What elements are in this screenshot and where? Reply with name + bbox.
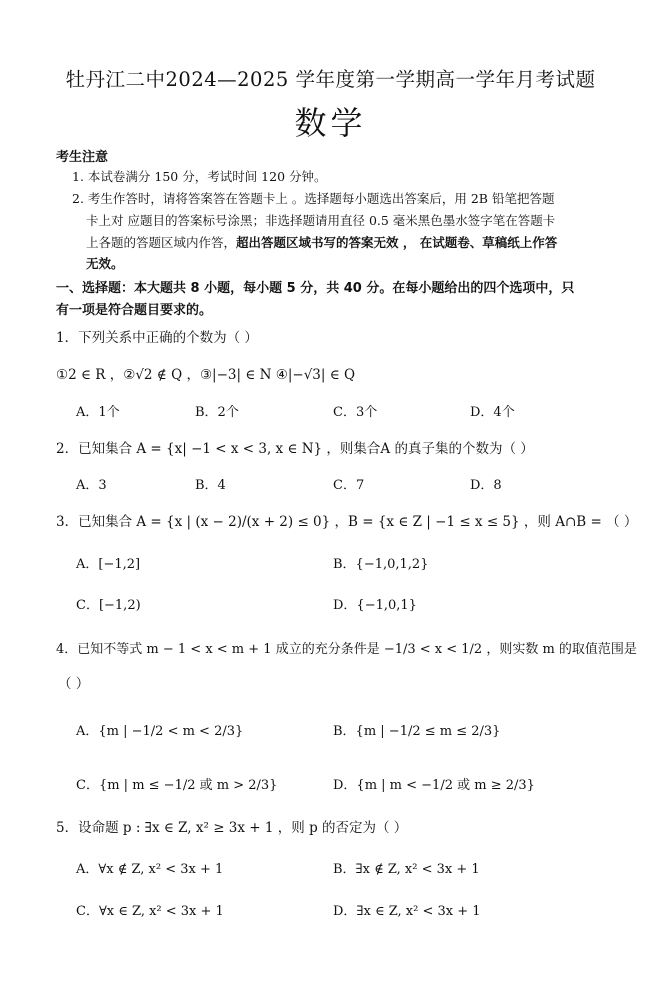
question-5-option-c: C．∀x ∈ Z, x² < 3x + 1 <box>76 904 224 919</box>
question-1-option-b: B．2个 <box>195 405 239 420</box>
question-2-option-b: B．4 <box>195 478 226 493</box>
question-5-option-a: A．∀x ∉ Z, x² < 3x + 1 <box>76 862 224 877</box>
notice-item-2-line-3-bold: 超出答题区域书写的答案无效 ， 在试题卷、草稿纸上作答 <box>236 235 558 250</box>
question-2-option-d: D．8 <box>470 478 502 493</box>
question-2-option-c: C．7 <box>333 478 365 493</box>
section-1-heading-line-2: 有一项是符合题目要求的。 <box>56 303 213 318</box>
question-2-stem: 2．已知集合 A = {x| −1 < x < 3, x ∈ N} ，则集合A 的真子集的个数为（ ） <box>56 441 534 457</box>
subject-title: 数学 <box>294 104 367 142</box>
question-5-option-b: B．∃x ∉ Z, x² < 3x + 1 <box>333 862 480 877</box>
question-2-option-a: A．3 <box>76 478 107 493</box>
question-4-stem: 4．已知不等式 m − 1 < x < m + 1 成立的充分条件是 −1/3 < x < 1/2 ，则实数 m 的取值范围是 <box>56 642 637 657</box>
notice-item-2-line-1: 2. 考生作答时，请将答案答在答题卡上 。选择题每小题选出答案后，用 2B 铅笔把答题 <box>72 191 555 206</box>
question-4-option-a: A．{m | −1/2 < m < 2/3} <box>76 724 244 739</box>
question-1-relations: ①2 ∈ R ，②√2 ∉ Q ，③|−3| ∈ N ④|−√3| ∈ Q <box>56 367 356 383</box>
question-4-stem-paren: （ ） <box>58 676 90 692</box>
question-1-option-c: C．3个 <box>333 405 378 420</box>
notice-heading: 考生注意 <box>56 150 109 165</box>
section-1-heading-line-1: 一、选择题：本大题共 8 小题，每小题 5 分，共 40 分。在每小题给出的四个选项中，只 <box>56 281 575 296</box>
notice-item-2-line-4: 无效。 <box>86 256 124 271</box>
question-3-option-b: B．{−1,0,1,2} <box>333 557 429 572</box>
question-3-option-a: A．[−1,2] <box>76 557 141 572</box>
question-5-stem: 5．设命题 p : ∃x ∈ Z, x² ≥ 3x + 1 ，则 p 的否定为（ ） <box>56 820 408 836</box>
notice-item-2-line-3 <box>86 233 557 251</box>
question-4-option-c: C．{m | m ≤ −1/2 或 m > 2/3} <box>76 778 278 793</box>
question-5-option-d: D．∃x ∈ Z, x² < 3x + 1 <box>333 904 481 919</box>
question-4-option-d: D．{m | m < −1/2 或 m ≥ 2/3} <box>333 778 535 793</box>
notice-item-2-line-3-plain: 上各题的答题区域内作答， <box>86 235 237 250</box>
question-3-option-d: D．{−1,0,1} <box>333 598 417 613</box>
question-1-option-d: D．4个 <box>470 405 515 420</box>
exam-title: 牡丹江二中2024—2025 学年度第一学期高一学年月考试题 <box>65 68 596 91</box>
question-3-stem: 3．已知集合 A = {x | (x − 2)/(x + 2) ≤ 0} ，B = {x ∈ Z | −1 ≤ x ≤ 5} ，则 A∩B = （ ） <box>56 514 638 530</box>
question-3-option-c: C．[−1,2) <box>76 598 141 613</box>
question-1-stem: 1．下列关系中正确的个数为（ ） <box>56 330 258 346</box>
question-4-option-b: B．{m | −1/2 ≤ m ≤ 2/3} <box>333 724 501 739</box>
question-1-option-a: A．1个 <box>76 405 120 420</box>
notice-item-1: 1. 本试卷满分 150 分，考试时间 120 分钟。 <box>72 169 327 184</box>
notice-item-2-line-2: 卡上对 应题目的答案标号涂黑；非选择题请用直径 0.5 毫米黑色墨水签字笔在答题卡 <box>86 213 556 228</box>
